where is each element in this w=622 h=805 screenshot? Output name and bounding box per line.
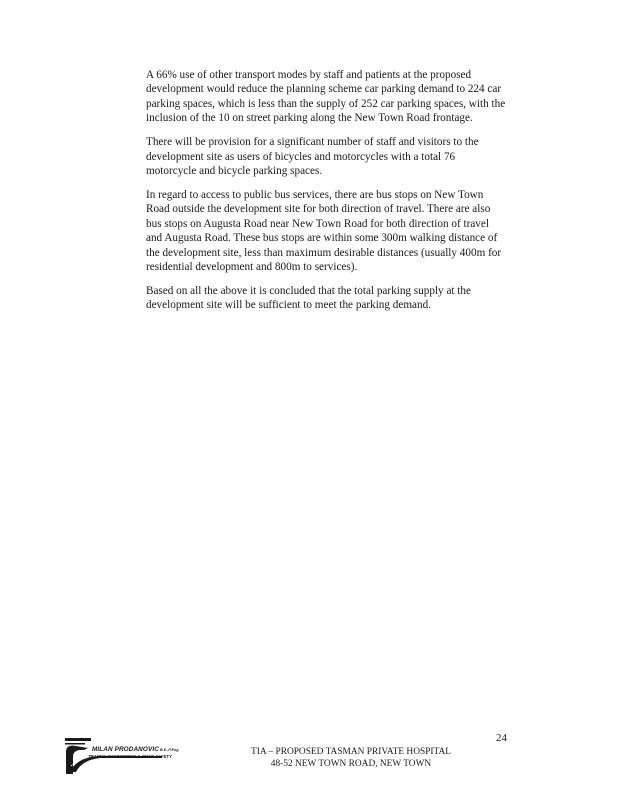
logo-tagline: TRAFFIC ENGINEERING & ROAD SAFETY [88, 754, 172, 759]
logo-credentials: B.E.,P.Eng [159, 748, 179, 752]
paragraph-mode-share: A 66% use of other transport modes by staff and patients at the proposed development would reduce the planning scheme car parking demand to 224 car parking spaces, which is less than the supply of 252 car parking spaces, with the inclusion of the 10 on street parking along the New Town Road frontage. [146, 69, 506, 125]
page-footer [236, 746, 466, 770]
paragraph-bicycle-parking: There will be provision for a significant number of staff and visitors to the development site as users of bicycles and motorcycles with a total 76 motorcycle and bicycle parking spaces. [146, 136, 479, 178]
page-number: 24 [496, 732, 507, 744]
logo-name-text: MILAN PRODANOVIC [92, 746, 159, 753]
body-text [146, 68, 506, 322]
paragraph-bus-services: In regard to access to public bus services, there are bus stops on New Town Road outside the development site for both direction of travel. There are also bus stops on Augusta Road near New Town Road for both direction of travel and Augusta Road. These bus stops are within some 300m walking distance of the development site, less than maximum desirable distances (usually 400m for residential development and 800m to services). [146, 189, 502, 274]
footer-title: TIA – PROPOSED TASMAN PRIVATE HOSPITAL [251, 747, 451, 757]
company-logo [62, 734, 222, 776]
footer-address: 48-52 NEW TOWN ROAD, NEW TOWN [270, 759, 432, 769]
logo-company-name [92, 746, 179, 753]
paragraph-conclusion: Based on all the above it is concluded that the total parking supply at the development site will be sufficient to meet the parking demand. [146, 285, 471, 312]
